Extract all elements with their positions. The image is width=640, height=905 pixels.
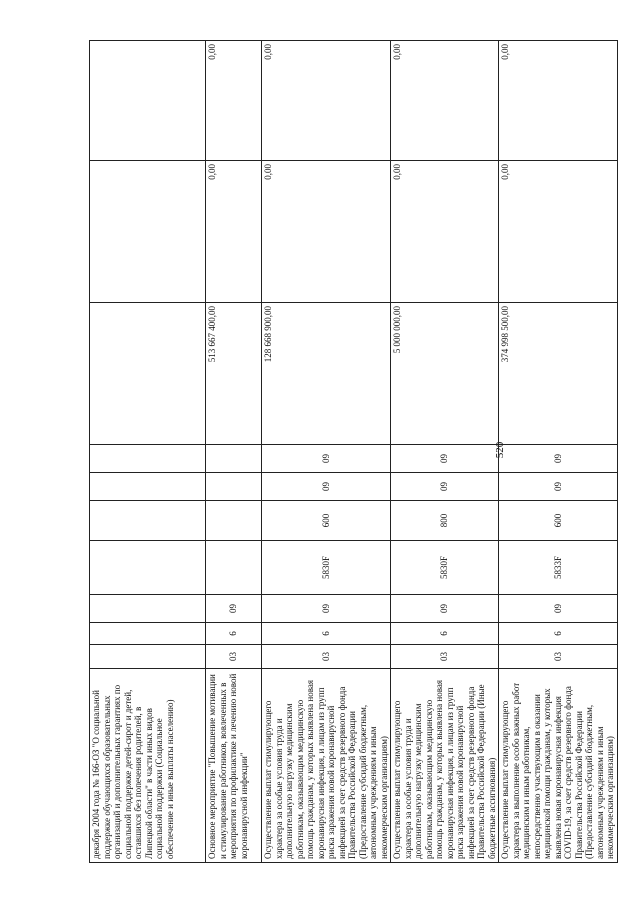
amount-year-3 [90, 41, 206, 161]
code-expense-type [90, 501, 206, 541]
code-section: 09 [262, 473, 391, 501]
code-subsection: 09 [499, 445, 618, 473]
amount-year-3: 0,00 [206, 41, 262, 161]
code-subprogram: 6 [262, 623, 391, 645]
table-row [206, 41, 262, 863]
code-direction [90, 541, 206, 595]
rotated-page-content [89, 41, 615, 863]
code-subsection [206, 445, 262, 473]
budget-table [89, 40, 618, 863]
code-section [206, 473, 262, 501]
code-direction: 5830F [262, 541, 391, 595]
code-direction: 5833F [499, 541, 618, 595]
code-event [90, 595, 206, 623]
table-row [391, 41, 499, 863]
code-expense-type: 600 [262, 501, 391, 541]
amount-year-2: 0,00 [499, 161, 618, 303]
page-number: 520 [494, 441, 506, 459]
amount-year-1: 374 998 500,00 [499, 303, 618, 445]
code-program: 03 [391, 645, 499, 669]
amount-year-3: 0,00 [262, 41, 391, 161]
amount-year-1: 5 000 000,00 [391, 303, 499, 445]
code-subsection: 09 [262, 445, 391, 473]
code-expense-type: 600 [499, 501, 618, 541]
amount-year-2: 0,00 [206, 161, 262, 303]
code-subsection [90, 445, 206, 473]
code-program: 03 [262, 645, 391, 669]
row-description: Осуществление выплат стимулирующего характера за особые условия труда и дополнительную нагрузку медицинским работникам, оказывающим медицинскую помощь гражданам, у которых выявлена новая коронавирусная инфекция, и лицам из групп риска заражения новой коронавирусной инфекцией за счет средств резервного фонда Правительства Российской Федерации (Иные бюджетные ассигнования) [391, 669, 499, 863]
code-subsection: 09 [391, 445, 499, 473]
amount-year-2 [90, 161, 206, 303]
code-program [90, 645, 206, 669]
code-expense-type [206, 501, 262, 541]
amount-year-1 [90, 303, 206, 445]
row-description: Основное мероприятие "Повышение мотивации и стимулирование работников, вовлеченных в мероприятия по профилактике и лечению новой коронавирусной инфекции" [206, 669, 262, 863]
table-row [90, 41, 206, 863]
code-subprogram: 6 [391, 623, 499, 645]
code-expense-type: 800 [391, 501, 499, 541]
amount-year-2: 0,00 [391, 161, 499, 303]
code-section: 09 [499, 473, 618, 501]
code-subprogram: 6 [499, 623, 618, 645]
code-direction [206, 541, 262, 595]
code-event: 09 [206, 595, 262, 623]
code-event: 09 [262, 595, 391, 623]
code-program: 03 [499, 645, 618, 669]
amount-year-2: 0,00 [262, 161, 391, 303]
amount-year-1: 128 668 900,00 [262, 303, 391, 445]
code-section: 09 [391, 473, 499, 501]
code-event: 09 [391, 595, 499, 623]
code-subprogram [90, 623, 206, 645]
code-program: 03 [206, 645, 262, 669]
row-description: Осуществление выплат стимулирующего характера за выполнение особо важных работ медицинским и иным работникам, непосредственно участвующим в оказании медицинской помощи гражданам, у которых выявлена новая коронавирусная инфекция COVID-19, за счет средств резервного фонда Правительства Российской Федерации (Предоставление субсидий бюджетным, автономным учреждениям и иным некоммерческим организациям) [499, 669, 618, 863]
code-event: 09 [499, 595, 618, 623]
table-row [499, 41, 618, 863]
amount-year-1: 513 667 400,00 [206, 303, 262, 445]
code-direction: 5830F [391, 541, 499, 595]
code-subprogram: 6 [206, 623, 262, 645]
row-description: Осуществление выплат стимулирующего характера за особые условия труда и дополнительную нагрузку медицинским работникам, оказывающим медицинскую помощь гражданам, у которых выявлена новая коронавирусная инфекция, и лицам из групп риска заражения новой коронавирусной инфекцией за счет средств резервного фонда Правительства Российской Федерации (Предоставление субсидий бюджетным, автономным учреждениям и иным некоммерческим организациям) [262, 669, 391, 863]
code-section [90, 473, 206, 501]
amount-year-3: 0,00 [499, 41, 618, 161]
table-row [262, 41, 391, 863]
amount-year-3: 0,00 [391, 41, 499, 161]
row-description: декабря 2004 года № 166-ОЗ "О социальной поддержке обучающихся образовательных организаций и дополнительных гарантиях по социальной поддержке детей-сирот и детей, оставшихся без попечения родителей, в Липецкой области" в части иных видов социальной поддержки (Социальное обеспечение и иные выплаты населению) [90, 669, 206, 863]
